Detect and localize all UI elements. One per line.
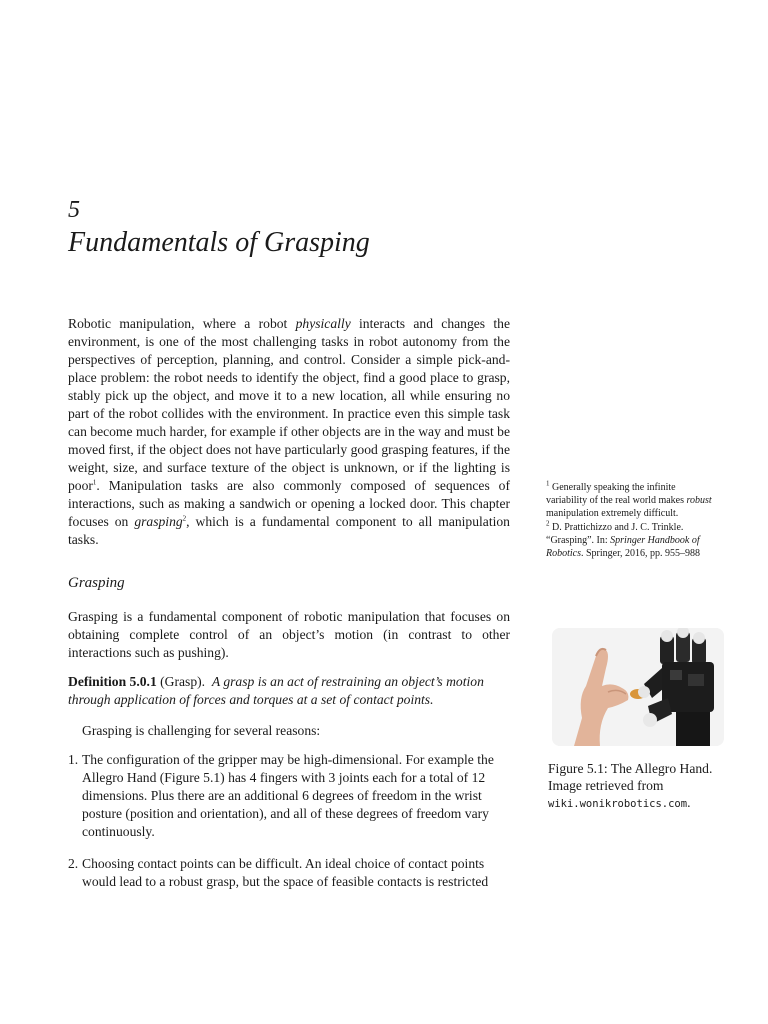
footnote-mark-1[interactable]: 1 — [92, 478, 97, 487]
list-item — [68, 751, 510, 841]
list-text: Choosing contact points can be difficult. An ideal choice of contact points would lead to a robust grasp, but the space of feasible contacts is restricted — [82, 856, 489, 889]
definition-label: Definition 5.0.1 — [68, 674, 157, 689]
footnote-mark-2[interactable]: 2 — [182, 514, 187, 523]
section-paragraph: Grasping is a fundamental component of robotic manipulation that focuses on obtaining complete control of an object’s motion (in contrast to other interactions such as pushing). — [68, 609, 510, 660]
intro-emphasis-grasping: grasping — [134, 514, 183, 529]
intro-text: interacts and changes the environment, is one of the most challenging tasks in robot autonomy from the perspectives of perception, planning, and control. Consider a simple pick-and-place problem: the robot needs to identify the object, find a good place to grasp, stably pick up the object, and move it to a new location, all while ensuring no part of the robot collides with the environment. In practice even this simple task can become much harder, for example if other objects are in the way and must be moved first, if the object does not have particularly good grasping features, if the weight, size, and surface texture of the object is unknown, or if the lighting is poor — [68, 316, 510, 493]
definition-block — [68, 673, 510, 709]
list-text: The configuration of the gripper may be high-dimensional. For example the Allegro Hand (Figure 5.1) has 4 fingers with 3 joints each for a total of 12 dimensions. Plus there are an additional 6 degrees of freedom in the wrist posture (position and orientation), and all of these degrees of freedom vary continuously. — [82, 752, 494, 839]
sidenote-text: manipulation extremely difficult. — [546, 508, 679, 519]
caption-text: Figure 5.1: The Allegro Hand. Image retrieved from — [548, 761, 713, 793]
list-number: 1. — [68, 752, 79, 767]
reasons-intro: Grasping is challenging for several reasons: — [82, 723, 321, 738]
caption-end: . — [687, 795, 691, 810]
intro-text: , which is a fundamental component to all manipulation tasks. — [68, 514, 510, 547]
section-heading: Grasping — [68, 575, 125, 591]
intro-paragraph — [68, 315, 510, 549]
definition-body: A grasp is an act of restraining an object’s motion through application of forces and torques at a set of contact points. — [68, 674, 484, 707]
definition-name: (Grasp). — [156, 674, 206, 689]
caption-url[interactable]: wiki.wonikrobotics.com — [548, 798, 688, 810]
intro-text: Robotic manipulation, where a robot — [68, 316, 296, 331]
intro-emphasis-physically: physically — [295, 316, 351, 331]
allegro-hand-image — [552, 628, 724, 746]
sidenote-mark: 1 — [546, 479, 550, 488]
intro-text: . Manipulation tasks are also commonly composed of sequences of interactions, such as making a sandwich or opening a locked door. This chapter focuses on — [68, 478, 510, 529]
figure-caption — [548, 760, 718, 813]
sidenote-2 — [546, 521, 716, 560]
sidenote-text: D. Prattichizzo and J. C. Trinkle. “Grasping”. In: — [546, 522, 684, 546]
sidenote-mark: 2 — [546, 519, 550, 528]
list-item — [68, 855, 510, 891]
sidenote-text: . Springer, 2016, pp. 955–988 — [581, 548, 701, 559]
chapter-number: 5 — [68, 197, 80, 223]
sidenote-1 — [546, 481, 716, 520]
allegro-hand-figure — [552, 628, 724, 746]
sidenote-text: Generally speaking the infinite variability of the real world makes — [546, 482, 687, 506]
chapter-title: Fundamentals of Grasping — [68, 227, 370, 258]
list-number: 2. — [68, 856, 79, 871]
sidenote-emphasis: robust — [686, 495, 712, 506]
sidenote-book-title: Springer Handbook of Robotics — [546, 535, 700, 559]
